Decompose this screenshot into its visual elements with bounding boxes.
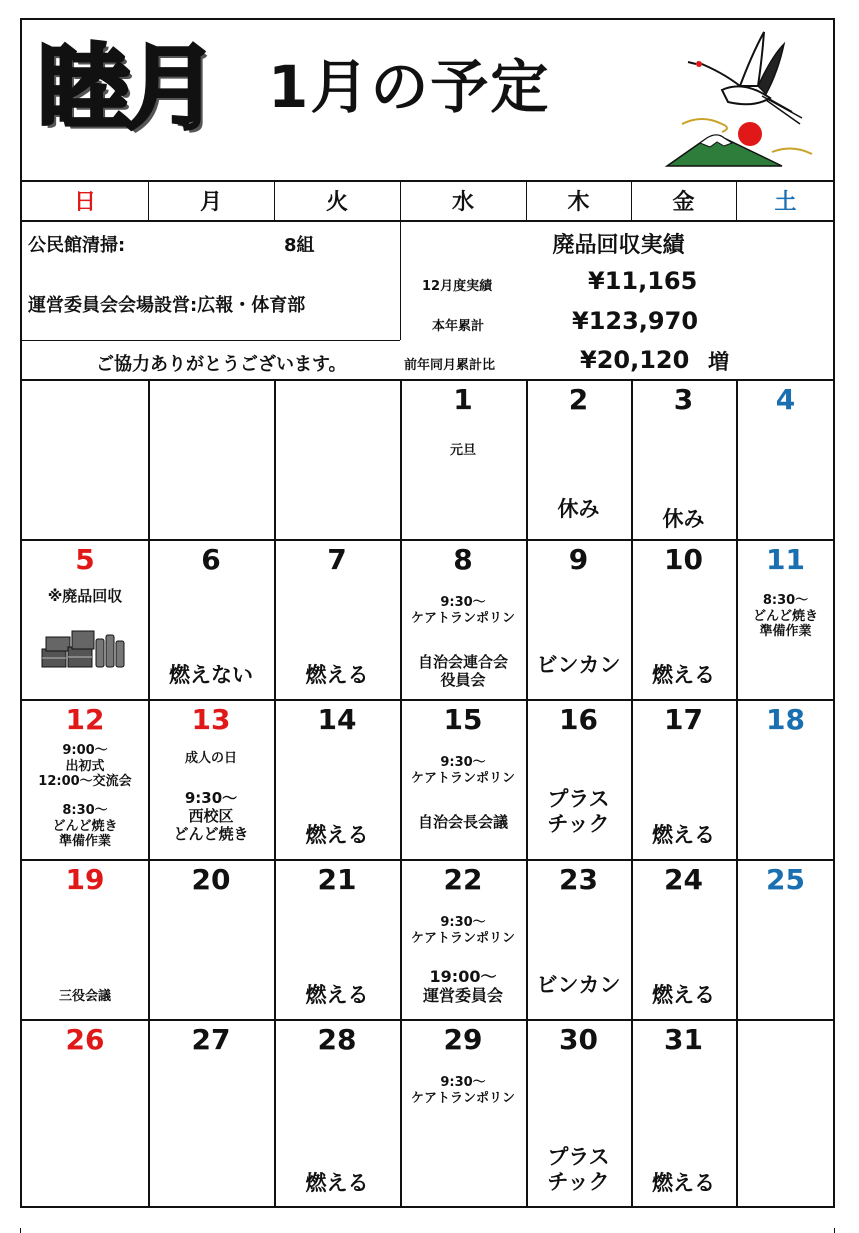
- weekday-thu: 木: [567, 189, 590, 215]
- event-text: 燃える: [305, 1171, 369, 1195]
- day-number: 8: [453, 543, 473, 576]
- event-text: 9:30～ ケアトランポリン: [410, 1075, 515, 1106]
- calendar-frame: [20, 18, 835, 1208]
- weekday-fri: 金: [672, 189, 695, 215]
- event-text: ビンカン: [536, 973, 621, 997]
- weekday-mon: 月: [199, 189, 222, 215]
- day-number: 18: [766, 703, 805, 736]
- event-text: ※廃品回収: [47, 587, 123, 605]
- day-number: 7: [327, 543, 347, 576]
- event-text: 燃える: [652, 983, 715, 1007]
- year-value: ¥123,970: [572, 307, 699, 335]
- thanks-text: ご協力ありがとうございます。: [96, 354, 347, 375]
- day-number: 23: [559, 863, 598, 896]
- event-text: 自治会長会議: [417, 813, 508, 831]
- day-number: 6: [201, 543, 221, 576]
- day-number: 27: [191, 1023, 231, 1056]
- crane-fuji-illustration: [662, 24, 827, 174]
- weekday-sat: 土: [774, 189, 797, 215]
- day-cell: [400, 539, 526, 699]
- day-cell: [631, 699, 736, 859]
- event-text: ビンカン: [536, 653, 621, 677]
- day-cell: [736, 699, 835, 859]
- event-text: 三役会議: [58, 989, 111, 1004]
- day-cell: [22, 699, 148, 859]
- event-text: 9:30～ ケアトランポリン: [410, 755, 515, 786]
- compare-label: 前年同月累計比: [404, 358, 496, 373]
- day-cell: [526, 379, 631, 539]
- event-text: 9:00～ 出初式 12:00～交流会: [38, 743, 132, 790]
- event-text: プラス チック: [547, 1145, 610, 1195]
- day-cell: [736, 539, 835, 699]
- day-cell: [631, 1019, 736, 1208]
- day-cell: [22, 1019, 148, 1208]
- day-number: 2: [568, 383, 589, 416]
- event-text: 燃える: [305, 823, 369, 847]
- day-number: 10: [664, 543, 703, 576]
- committee-label: 運営委員会会場設営:広報・体育部: [28, 295, 306, 316]
- day-cell: [22, 379, 148, 539]
- day-cell: [400, 699, 526, 859]
- weekday-sun: 日: [73, 189, 96, 215]
- day-cell: [274, 539, 400, 699]
- event-text: 燃える: [652, 823, 715, 847]
- event-text: プラス チック: [547, 787, 610, 837]
- event-text: 8:30～ どんど焼き 準備作業: [52, 803, 118, 850]
- day-cell: [526, 539, 631, 699]
- day-number: 11: [766, 543, 805, 576]
- event-text: 9:30～ ケアトランポリン: [410, 915, 515, 946]
- day-number: 9: [568, 543, 589, 576]
- day-cell: [148, 379, 274, 539]
- mount-fuji-icon: [667, 135, 782, 166]
- event-text: 8:30～ どんど焼き 準備作業: [752, 593, 818, 640]
- day-cell: [148, 1019, 274, 1208]
- day-cell: [526, 1019, 631, 1208]
- day-cell: [400, 379, 526, 539]
- day-cell: [400, 1019, 526, 1208]
- day-number: 16: [559, 703, 598, 736]
- day-number: 4: [775, 383, 796, 416]
- day-cell: [736, 379, 835, 539]
- december-value: ¥11,165: [588, 267, 698, 295]
- recycle-bundle-icon: [40, 625, 128, 673]
- event-text: 燃える: [305, 663, 369, 687]
- recycle-title: 廃品回収実績: [552, 233, 685, 258]
- event-text: 燃える: [305, 983, 369, 1007]
- sun-icon: [738, 122, 762, 146]
- day-number: 31: [664, 1023, 703, 1056]
- day-number: 13: [191, 703, 231, 736]
- day-cell: [274, 379, 400, 539]
- day-number: 19: [65, 863, 105, 896]
- day-cell: [274, 699, 400, 859]
- day-number: 30: [559, 1023, 598, 1056]
- day-cell: [736, 859, 835, 1019]
- day-number: 17: [664, 703, 703, 736]
- day-cell: [736, 1019, 835, 1208]
- day-number: 26: [65, 1023, 105, 1056]
- event-text: 休み: [662, 507, 705, 531]
- day-cell: [631, 859, 736, 1019]
- event-text: 9:30～ 西校区 どんど焼き: [173, 789, 249, 843]
- day-number: 22: [443, 863, 483, 896]
- weekday-wed: 水: [451, 189, 474, 215]
- day-number: 14: [317, 703, 357, 736]
- compare-value: ¥20,120: [580, 346, 690, 374]
- day-number: 5: [75, 543, 95, 576]
- day-cell: [631, 539, 736, 699]
- day-cell: [148, 539, 274, 699]
- day-cell: [526, 859, 631, 1019]
- event-text: 燃える: [652, 663, 715, 687]
- event-text: 自治会連合会 役員会: [417, 653, 508, 689]
- day-number: 1: [453, 383, 473, 416]
- day-number: 15: [443, 703, 483, 736]
- event-text: 19:00～ 運営委員会: [422, 967, 503, 1006]
- event-text: 休み: [557, 497, 600, 521]
- day-cell: [274, 1019, 400, 1208]
- event-text: 成人の日: [184, 751, 237, 766]
- year-label: 本年累計: [432, 319, 485, 334]
- cleaning-group: 8組: [284, 235, 315, 256]
- day-number: 28: [317, 1023, 357, 1056]
- day-number: 29: [443, 1023, 483, 1056]
- day-cell: [631, 379, 736, 539]
- event-text: 元旦: [449, 443, 476, 458]
- day-number: 21: [317, 863, 357, 896]
- day-number: 25: [766, 863, 805, 896]
- day-cell: [22, 859, 148, 1019]
- event-text: 燃える: [652, 1171, 715, 1195]
- compare-suffix: 増: [708, 350, 729, 374]
- weekday-tue: 火: [325, 189, 348, 215]
- day-cell: [148, 699, 274, 859]
- crane-icon: [688, 32, 802, 124]
- day-number: 3: [673, 383, 694, 416]
- day-cell: [274, 859, 400, 1019]
- day-cell: [22, 539, 148, 699]
- title-kanji: 睦月: [38, 34, 215, 142]
- december-label: 12月度実績: [422, 279, 493, 294]
- day-number: 20: [191, 863, 231, 896]
- day-cell: [526, 699, 631, 859]
- day-number: 12: [65, 703, 105, 736]
- cleaning-label: 公民館清掃:: [28, 235, 126, 256]
- day-cell: [400, 859, 526, 1019]
- title-month: 1月の予定: [268, 53, 551, 121]
- day-cell: [148, 859, 274, 1019]
- event-text: 9:30～ ケアトランポリン: [410, 595, 515, 626]
- event-text: 燃えない: [169, 663, 253, 687]
- day-number: 24: [664, 863, 703, 896]
